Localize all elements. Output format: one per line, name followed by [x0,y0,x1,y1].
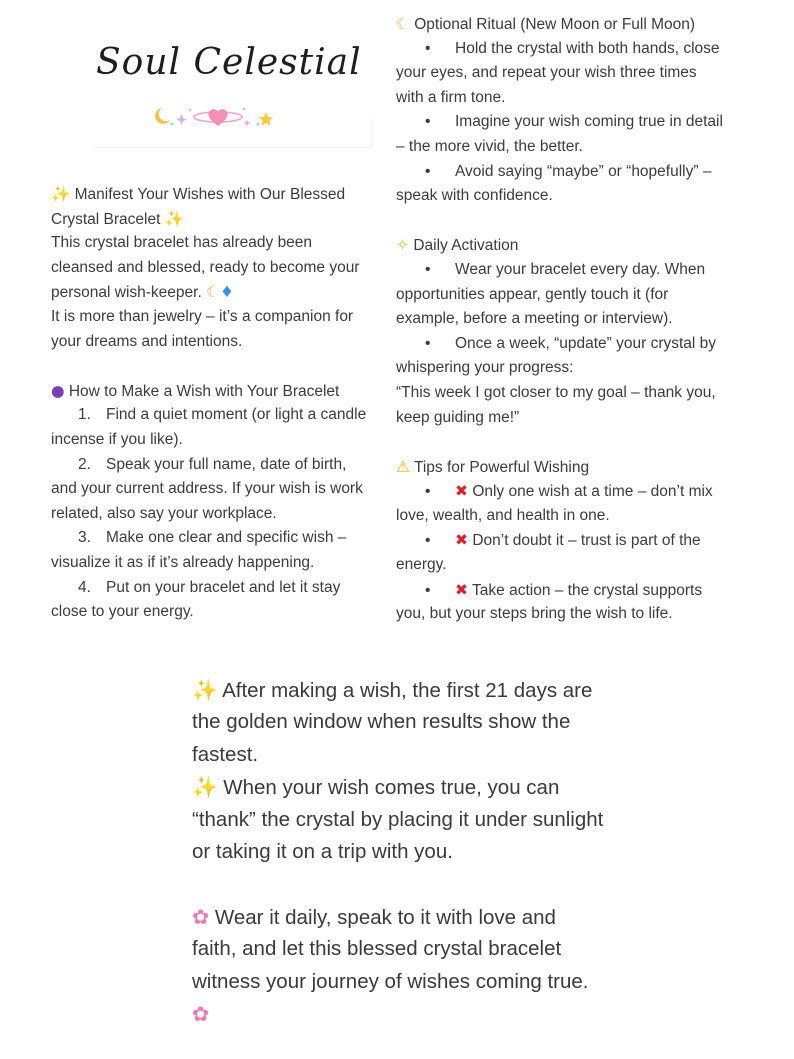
note-line: ✿ Wear it daily, speak to it with love and [192,904,556,929]
list-item: 1. Find a quiet moment (or light a candle [78,406,367,424]
list-item: • Hold the crystal with both hands, close [396,37,768,62]
dizzy-star-icon: ✧ [396,236,409,255]
bottom-notes [192,674,662,1030]
section-title-ritual: ☾ Optional Ritual (New Moon or Full Moon) [396,15,696,33]
list-item: • Once a week, “update” your crystal by [396,332,768,357]
list-item: • Avoid saying “maybe” or “hopefully” – [396,160,768,185]
intro-text: This crystal bracelet has already been [51,234,313,252]
note-line: “thank” the crystal by placing it under sunlight [192,807,604,831]
crystal-ball-icon: ● [51,381,65,400]
note-line: the golden window when results show the [192,710,571,734]
list-item-cont: related, also say your workplace. [51,504,277,522]
list-item-cont: opportunities appear, gently touch it (for [396,285,669,303]
warning-icon: ⚠ [396,457,410,476]
logo-frame [92,118,372,148]
bullet: • [425,334,431,352]
note-line: witness your journey of wishes coming true. [192,969,589,993]
list-item: • ✖ Take action – the crystal supports [396,578,768,603]
list-item: • ✖ Only one wish at a time – don’t mix [396,479,768,504]
cross-mark-icon: ✖ [455,482,468,501]
intro-text: cleansed and blessed, ready to become your [51,258,360,276]
list-item-cont: your eyes, and repeat your wish three times [396,64,697,82]
cherry-blossom-icon: ✿ [192,904,210,929]
list-item-cont: love, wealth, and health in one. [396,506,610,524]
bullet: • [425,260,431,278]
list-item-cont: whispering your progress: [396,359,574,377]
bullet: • [425,162,431,180]
section-title-daily: ✧ Daily Activation [396,236,519,255]
crescent-moon-icon: ☾ [206,283,220,302]
list-item-cont: incense if you like). [51,430,183,448]
note-line: ✨ After making a wish, the first 21 days are [192,678,593,702]
right-column [396,12,768,659]
note-line: fastest. [192,742,259,766]
list-item-cont: speak with confidence. [396,187,553,205]
intro-text: It is more than jewelry – it’s a companion for [51,307,354,325]
note-line [192,998,662,1030]
bullet: • [425,39,431,57]
crescent-moon-icon: ☾ [396,15,410,33]
bullet: • [425,483,431,501]
bullet: • [425,532,431,550]
list-item: 3. Make one clear and specific wish – [78,529,347,547]
intro-text: personal wish-keeper. ☾♦ [51,283,234,302]
logo-text: Soul Celestial [96,42,362,83]
section-title-manifest: ✨ Manifest Your Wishes with Our Blessed [51,185,346,203]
left-column [51,182,371,625]
list-item-cont: – the more vivid, the better. [396,137,583,155]
list-item-cont: you, but your steps bring the wish to life. [396,605,673,623]
note-line: faith, and let this blessed crystal bracelet [192,937,562,961]
cross-mark-icon: ✖ [455,580,468,599]
cross-mark-icon: ✖ [455,531,468,550]
list-item: • ✖ Don’t doubt it – trust is part of the [396,528,768,553]
section-title-tips: ⚠ Tips for Powerful Wishing [396,457,590,476]
list-item: 2. Speak your full name, date of birth, [78,455,347,473]
cherry-blossom-icon: ✿ [192,1001,210,1026]
list-item-cont: example, before a meeting or interview). [396,310,673,328]
list-item-cont: “This week I got closer to my goal – thank you, [396,383,716,401]
list-item: 4. Put on your bracelet and let it stay [78,578,341,596]
sparkles-icon: ✨ [192,775,218,800]
list-item-cont: visualize it as if it’s already happening. [51,553,315,571]
note-line: ✨ When your wish comes true, you can [192,775,560,800]
list-item: • Imagine your wish coming true in detail [396,110,768,135]
gem-icon: ♦ [220,283,234,302]
list-item-cont: close to your energy. [51,603,194,621]
list-item-cont: and your current address. If your wish is work [51,480,363,498]
list-item: • Wear your bracelet every day. When [396,258,768,283]
sparkles-icon: ✨ [164,209,185,228]
list-item-cont: keep guiding me!” [396,408,520,426]
list-item-cont: with a firm tone. [396,88,506,106]
bullet: • [425,113,431,131]
sparkles-icon: ✨ [192,678,218,702]
note-line: or taking it on a trip with you. [192,839,453,863]
list-item-cont: energy. [396,556,447,574]
section-title-manifest-cont: Crystal Bracelet ✨ [51,209,185,228]
sparkles-icon: ✨ [51,185,71,203]
bullet: • [425,581,431,599]
section-title-howto: ● How to Make a Wish with Your Bracelet [51,381,340,400]
intro-text: your dreams and intentions. [51,332,243,350]
